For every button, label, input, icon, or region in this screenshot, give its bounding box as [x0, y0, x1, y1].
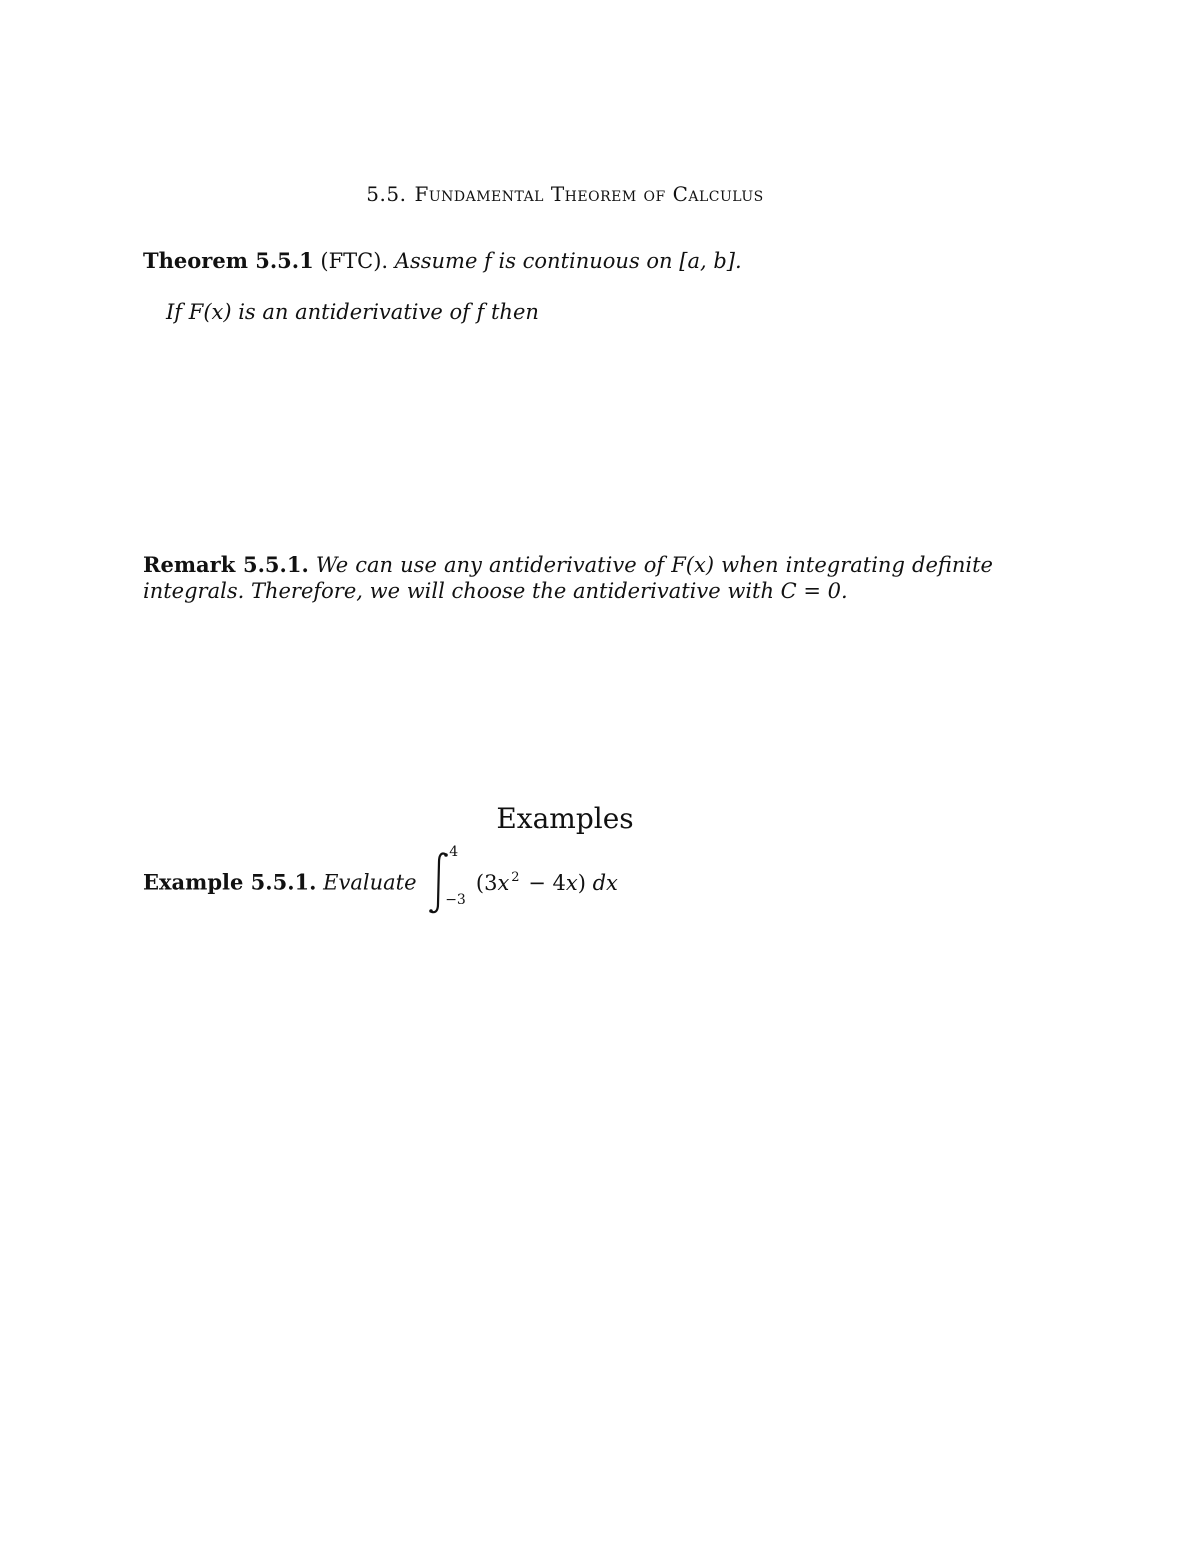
- remark-label: Remark 5.5.1.: [143, 552, 309, 577]
- integrand-differential: dx: [592, 870, 618, 895]
- integrand-mid: − 4: [521, 870, 566, 895]
- integrand-var-2: x: [565, 870, 578, 895]
- integrand-var-1: x: [497, 870, 510, 895]
- example-prompt: Evaluate: [323, 870, 417, 895]
- theorem-block: [143, 248, 742, 273]
- integrand-post: ): [577, 870, 593, 895]
- integrand-pre: (3: [475, 870, 498, 895]
- example-block: [143, 844, 618, 908]
- example-label: Example 5.5.1.: [143, 869, 317, 895]
- section-number: 5.5.: [366, 182, 407, 206]
- integral-upper-limit: 4: [449, 844, 459, 860]
- theorem-statement: Assume f is continuous on [a, b].: [394, 249, 742, 273]
- remark-line-1: [143, 552, 993, 578]
- theorem-label: Theorem 5.5.1: [143, 248, 314, 273]
- integral-lower-limit: −3: [445, 892, 466, 908]
- section-title-text: Fundamental Theorem of Calculus: [414, 182, 764, 206]
- integrand: [476, 871, 618, 895]
- section-title: [0, 182, 1130, 206]
- remark-text-1: We can use any antiderivative of F(x) when integrating definite: [315, 553, 993, 577]
- integral-sign: [427, 844, 466, 908]
- examples-heading: [0, 802, 1130, 835]
- remark-line-2: integrals. Therefore, we will choose the antiderivative with C = 0.: [143, 579, 848, 603]
- theorem-tag: (FTC).: [320, 249, 389, 273]
- remark-block: [143, 552, 993, 604]
- examples-heading-text: Examples: [496, 802, 634, 835]
- integrand-exponent: 2: [511, 869, 520, 885]
- theorem-line-2: If F(x) is an antiderivative of f then: [166, 300, 539, 324]
